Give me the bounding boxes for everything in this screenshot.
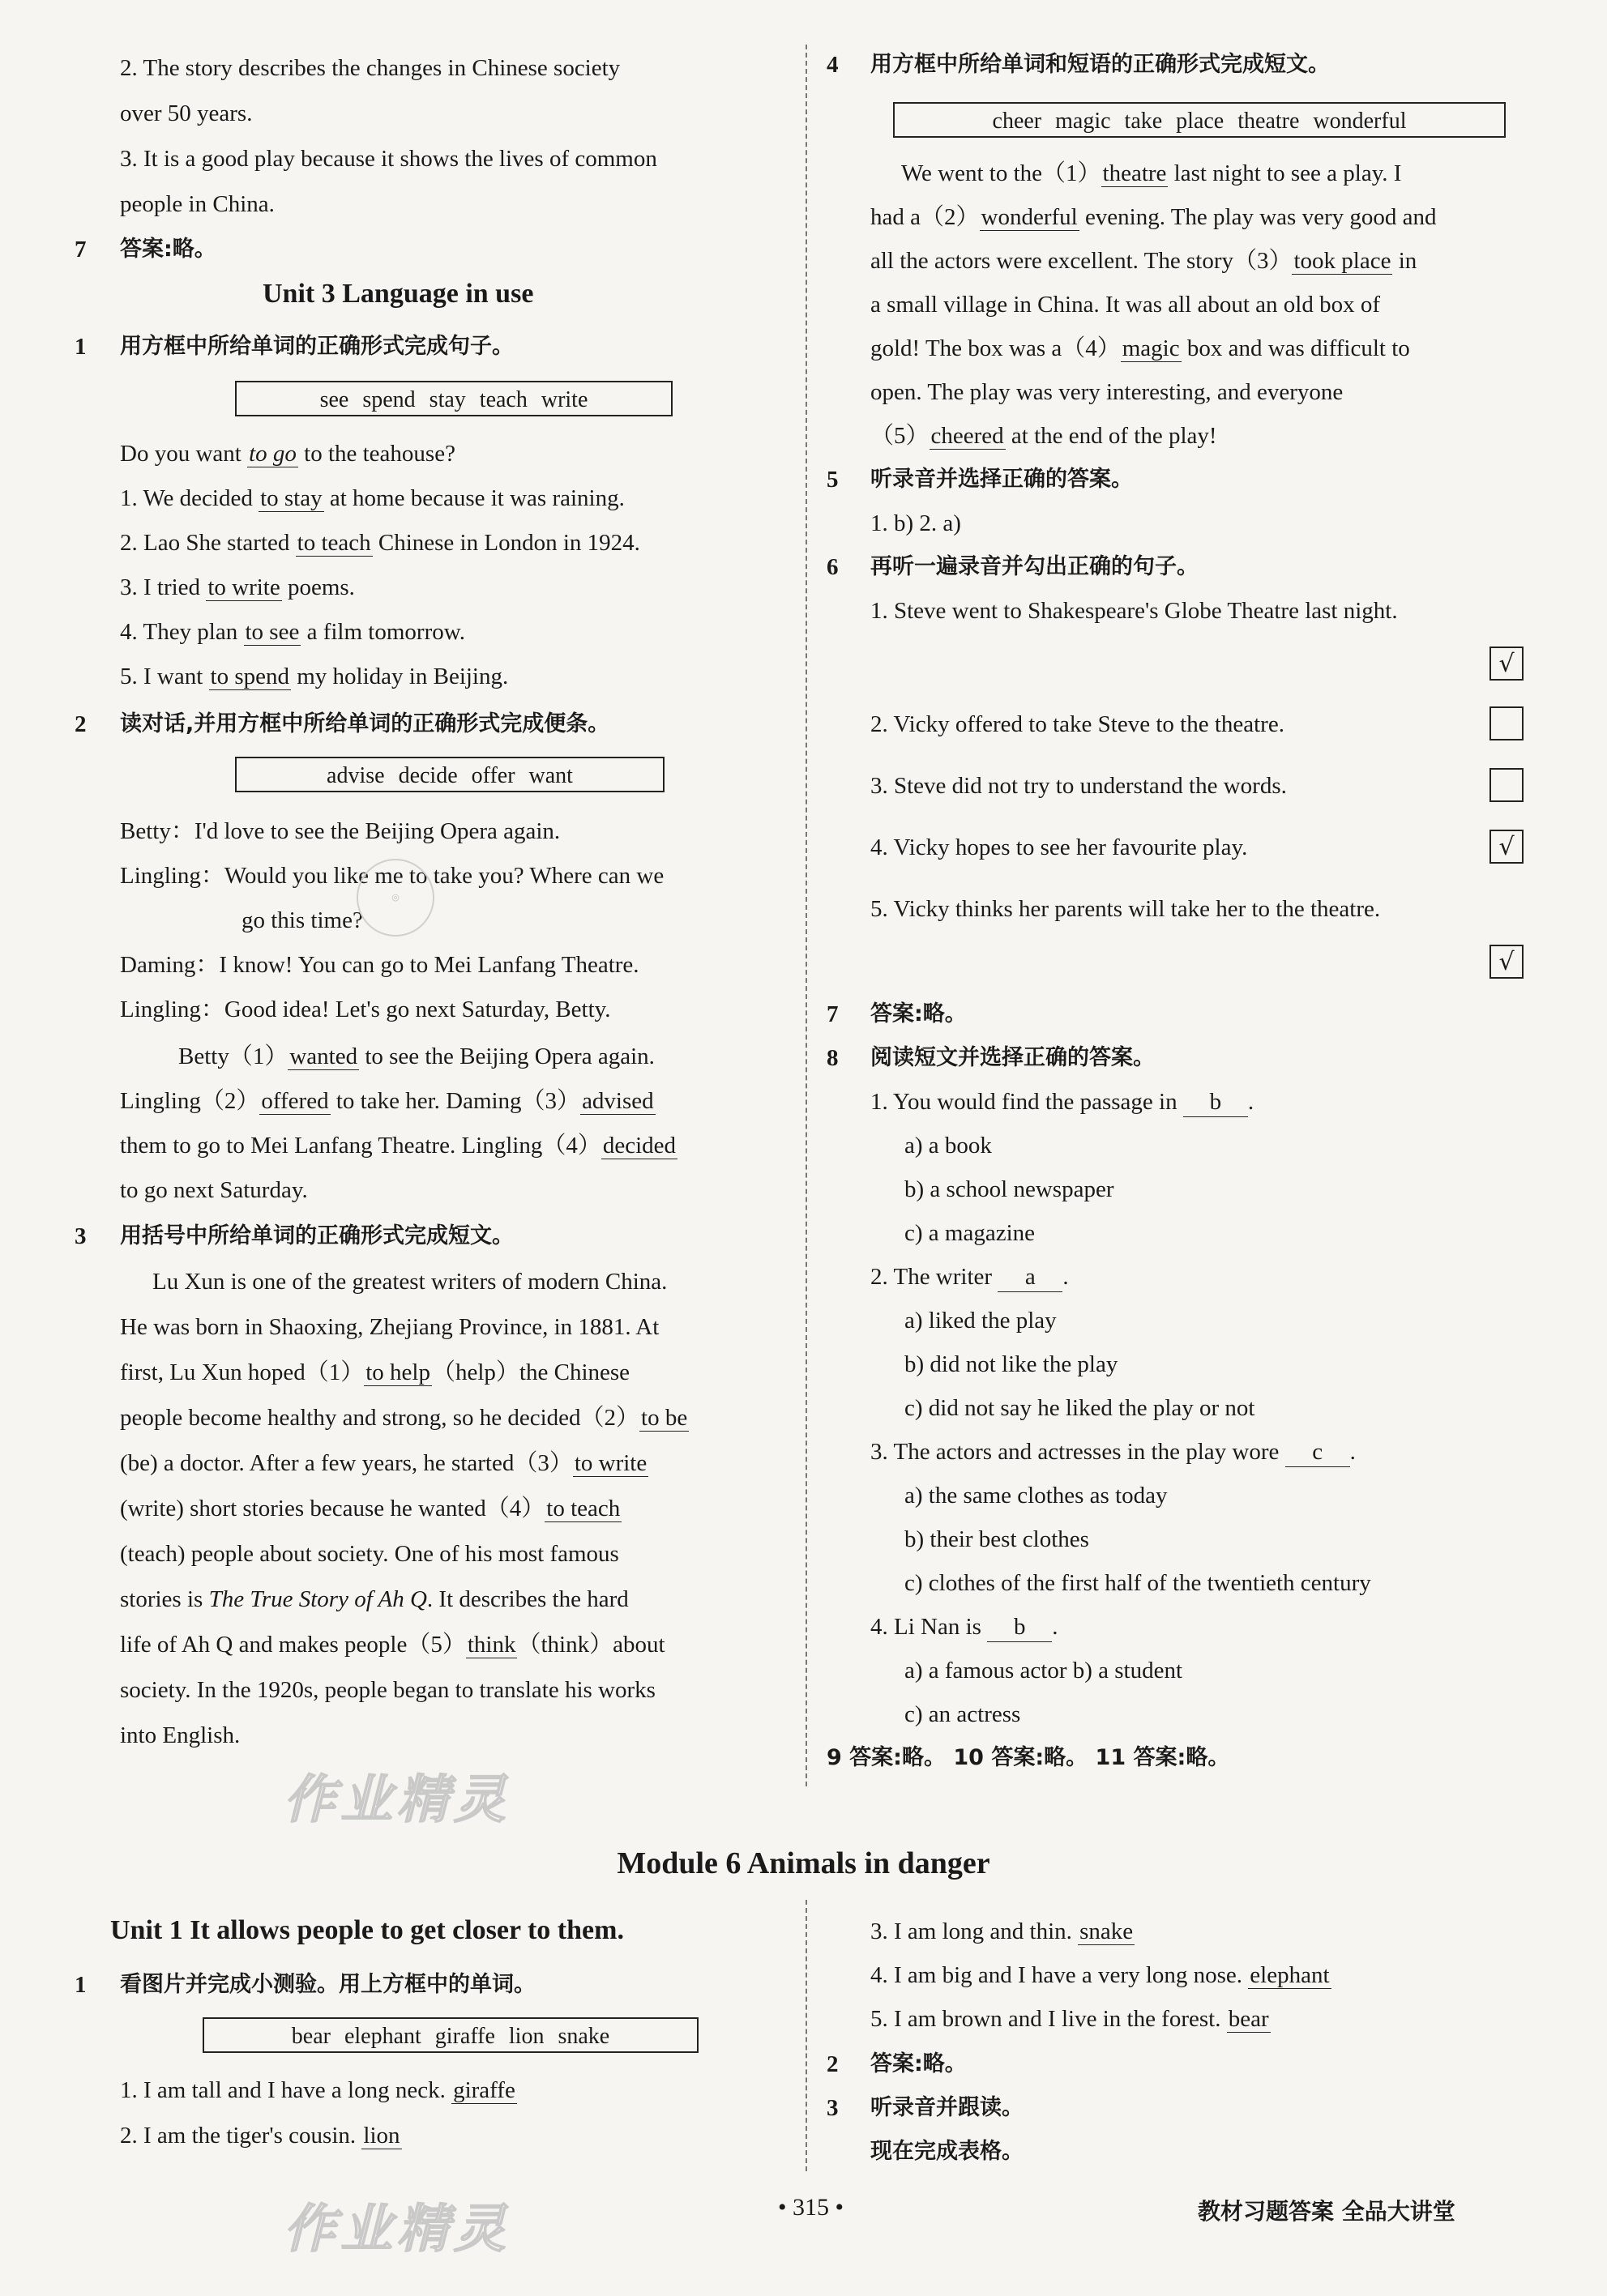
passage-text: （help）the Chinese (432, 1359, 630, 1385)
answer-fill: to be (641, 1405, 688, 1431)
question-number: 1 (75, 334, 87, 360)
sentence-text: 5. I am brown and I live in the forest. (870, 2006, 1227, 2032)
mc-question-2 (870, 1262, 1069, 1292)
answer-fill: wonderful (981, 204, 1078, 230)
column-divider (806, 45, 807, 1786)
question-text: 2. The writer (870, 1264, 998, 1290)
sentence-text: 4. They plan (120, 619, 244, 645)
questions-9-11-answers: 9 答案:略。 10 答案:略。 11 答案:略。 (827, 1745, 1230, 1770)
answer-fill: b (1183, 1087, 1248, 1117)
answer-fill: theatre (1102, 160, 1167, 186)
question-instruction: 再听一遍录音并勾出正确的句子。 (870, 554, 1199, 579)
dialogue-line: Lingling：Good idea! Let's go next Saturday, Betty. (120, 996, 611, 1022)
checkbox-empty[interactable] (1489, 768, 1524, 802)
passage-line: society. In the 1920s, people began to translate his works (120, 1677, 656, 1703)
passage-text: . It describes the hard (426, 1586, 629, 1612)
quiz-sentence-3 (870, 1917, 1135, 1946)
question-number: 3 (827, 2095, 839, 2121)
answer-line: 2. The story describes the changes in Chinese society (120, 55, 621, 81)
passage-text: last night to see a play. I (1168, 160, 1402, 186)
passage-line (870, 203, 1436, 232)
passage-text: first, Lu Xun hoped（1） (120, 1359, 365, 1385)
mc-option: c) did not say he liked the play or not (904, 1395, 1255, 1421)
question-text: . (1247, 1089, 1254, 1115)
mc-option: a) liked the play (904, 1308, 1057, 1334)
note-text: to see the Beijing Opera again. (359, 1043, 655, 1069)
passage-text: at the end of the play! (1005, 423, 1217, 449)
check-sentence-3: 3. Steve did not try to understand the words. (870, 773, 1287, 799)
word-box: see spend stay teach write (235, 381, 673, 416)
question-number: 2 (75, 711, 87, 737)
answer-omitted: 答案:略。 (870, 2051, 967, 2076)
passage-line (870, 246, 1417, 275)
passage-text: life of Ah Q and makes people（5） (120, 1632, 466, 1658)
note-line: to go next Saturday. (120, 1177, 308, 1203)
question-text: . (1062, 1264, 1069, 1290)
mc-option: b) their best clothes (904, 1526, 1089, 1552)
sentence-text: 5. I want (120, 664, 209, 689)
passage-line (120, 1494, 622, 1523)
passage-line: Lu Xun is one of the greatest writers of modern China. (152, 1269, 668, 1295)
check-sentence-2: 2. Vicky offered to take Steve to the theatre. (870, 711, 1284, 737)
check-sentence-5: 5. Vicky thinks her parents will take her to the theatre. (870, 896, 1381, 922)
mc-option: b) did not like the play (904, 1351, 1118, 1377)
passage-text: (be) a doctor. After a few years, he started（3） (120, 1450, 573, 1476)
question-subinstruction: 现在完成表格。 (870, 2139, 1024, 2164)
check-sentence-4: 4. Vicky hopes to see her favourite play. (870, 834, 1248, 860)
question-number: 4 (827, 52, 839, 78)
note-text: Lingling（2） (120, 1088, 260, 1114)
watermark: 作业精灵 (284, 2200, 511, 2260)
answer-line: 3. It is a good play because it shows the lives of common (120, 146, 657, 172)
passage-text: （think）about (517, 1632, 665, 1658)
sentence-4 (120, 617, 465, 647)
answer-fill: lion (363, 2123, 400, 2149)
question-number: 7 (827, 1001, 839, 1027)
mc-option: c) clothes of the first half of the twentieth century (904, 1570, 1371, 1596)
passage-line: (teach) people about society. One of his most famous (120, 1541, 619, 1567)
question-number: 2 (827, 2051, 839, 2077)
answer-fill: cheered (930, 423, 1004, 449)
passage-line: He was born in Shaoxing, Zhejiang Province, in 1881. At (120, 1314, 660, 1340)
answer-omitted: 答案:略。 (120, 237, 216, 262)
mc-question-3 (870, 1437, 1356, 1467)
question-instruction: 用括号中所给单词的正确形式完成短文。 (120, 1223, 514, 1248)
checkbox-checked[interactable]: √ (1489, 830, 1524, 864)
answer-omitted: 答案:略。 (870, 1001, 967, 1026)
question-number: 5 (827, 467, 839, 493)
quiz-sentence-4 (870, 1961, 1331, 1990)
question-number: 1 (75, 1972, 87, 1998)
dialogue-line: go this time? (241, 907, 363, 933)
answer-fill: to write (574, 1450, 648, 1476)
passage-line (901, 159, 1401, 188)
question-text: 1. You would find the passage in (870, 1089, 1183, 1115)
sentence-text: 1. I am tall and I have a long neck. (120, 2077, 452, 2103)
sentence-5 (120, 662, 508, 691)
passage-text: stories is (120, 1586, 209, 1612)
answer-fill: advised (582, 1088, 654, 1114)
mc-option: b) a school newspaper (904, 1176, 1114, 1202)
passage-text: evening. The play was very good and (1079, 204, 1437, 230)
note-text: Betty（1） (178, 1043, 288, 1069)
passage-line (120, 1358, 630, 1387)
mc-option: a) the same clothes as today (904, 1483, 1168, 1509)
answer-line: people in China. (120, 191, 275, 217)
quiz-sentence-2 (120, 2121, 402, 2150)
question-instruction: 阅读短文并选择正确的答案。 (870, 1045, 1155, 1070)
answer-fill: to spend (210, 664, 289, 689)
sentence-text: a film tomorrow. (301, 619, 466, 645)
check-sentence-1: 1. Steve went to Shakespeare's Globe Theatre last night. (870, 598, 1398, 624)
sentence-text: 2. I am the tiger's cousin. (120, 2123, 362, 2149)
note-text: them to go to Mei Lanfang Theatre. Lingling（4） (120, 1133, 601, 1159)
answer-fill: giraffe (453, 2077, 515, 2103)
answer-fill: wanted (289, 1043, 358, 1069)
sentence-text: Do you want (120, 441, 248, 467)
module-title: Module 6 Animals in danger (617, 1846, 990, 1880)
sentence-text: 3. I tried (120, 574, 207, 600)
word-box: advise decide offer want (235, 757, 665, 792)
passage-line (120, 1630, 665, 1659)
mc-option: c) an actress (904, 1701, 1021, 1727)
question-instruction: 听录音并跟读。 (870, 2095, 1024, 2120)
mc-question-1 (870, 1087, 1254, 1117)
answer-line: 1. b) 2. a) (870, 510, 961, 536)
passage-line (120, 1449, 648, 1478)
question-number: 6 (827, 554, 839, 580)
unit-title: Unit 1 It allows people to get closer to them. (110, 1915, 624, 1945)
sentence-1 (120, 484, 625, 513)
passage-text: all the actors were excellent. The story（3） (870, 248, 1293, 274)
checkbox-checked[interactable]: √ (1489, 647, 1524, 681)
mc-question-4 (870, 1612, 1058, 1642)
word-box: bear elephant giraffe lion snake (203, 2017, 699, 2053)
question-text: . (1349, 1439, 1356, 1465)
quiz-sentence-5 (870, 2004, 1271, 2034)
answer-fill: bear (1228, 2006, 1269, 2032)
answer-fill: to teach (297, 530, 371, 556)
answer-fill: snake (1079, 1918, 1134, 1944)
answer-fill: to teach (546, 1496, 621, 1521)
answer-fill: to go (249, 441, 297, 467)
answer-fill: offered (261, 1088, 329, 1114)
passage-line: open. The play was very interesting, and everyone (870, 379, 1344, 405)
sentence-text: poems. (281, 574, 355, 600)
answer-fill: took place (1293, 248, 1391, 274)
answer-line: over 50 years. (120, 100, 253, 126)
answer-fill: to stay (260, 485, 323, 511)
question-instruction: 用方框中所给单词和短语的正确形式完成短文。 (870, 52, 1330, 77)
question-number: 7 (75, 237, 87, 262)
watermark: 作业精灵 (284, 1770, 511, 1830)
passage-text: box and was difficult to (1181, 335, 1410, 361)
passage-text: (write) short stories because he wanted（4） (120, 1496, 545, 1521)
word-box: cheer magic take place theatre wonderful (893, 102, 1506, 138)
publication-name: 教材习题答案 全品大讲堂 (1198, 2198, 1455, 2225)
passage-line (870, 421, 1217, 450)
checkbox-empty[interactable] (1489, 706, 1524, 740)
sentence-2 (120, 528, 640, 557)
dialogue-line: Betty：I'd love to see the Beijing Opera again. (120, 818, 561, 844)
passage-line: into English. (120, 1722, 241, 1748)
answer-fill: decided (602, 1133, 677, 1159)
note-line (120, 1131, 677, 1160)
passage-line (120, 1585, 629, 1614)
passage-line (120, 1403, 689, 1432)
passage-text: We went to the（1） (901, 160, 1101, 186)
mc-option: a) a famous actor b) a student (904, 1658, 1183, 1684)
sentence-text: my holiday in Beijing. (291, 664, 509, 689)
book-title: The True Story of Ah Q (208, 1586, 427, 1612)
sentence-3 (120, 573, 355, 602)
mc-option: c) a magazine (904, 1220, 1036, 1246)
answer-fill: to help (365, 1359, 430, 1385)
answer-fill: think (467, 1632, 516, 1658)
answer-fill: c (1285, 1437, 1350, 1467)
answer-fill: to write (207, 574, 280, 600)
dialogue-line: Daming：I know! You can go to Mei Lanfang Theatre. (120, 952, 639, 978)
dialogue-line: Lingling：Would you like me to take you? Where can we (120, 863, 665, 889)
example-sentence (120, 439, 455, 468)
unit-title: Unit 3 Language in use (263, 279, 534, 309)
passage-text: people become healthy and strong, so he decided（2） (120, 1405, 640, 1431)
question-instruction: 看图片并完成小测验。用上方框中的单词。 (120, 1972, 536, 1997)
question-instruction: 用方框中所给单词的正确形式完成句子。 (120, 334, 514, 359)
page-number: • 315 • (778, 2194, 844, 2221)
note-line (120, 1086, 656, 1116)
question-text: 3. The actors and actresses in the play wore (870, 1439, 1285, 1465)
passage-text: had a（2） (870, 204, 980, 230)
sentence-text: 1. We decided (120, 485, 259, 511)
answer-fill: b (987, 1612, 1052, 1642)
sentence-text: to the teahouse? (297, 441, 455, 467)
sentence-text: 4. I am big and I have a very long nose. (870, 1962, 1249, 1988)
passage-text: in (1392, 248, 1417, 274)
question-instruction: 听录音并选择正确的答案。 (870, 467, 1133, 492)
question-text: 4. Li Nan is (870, 1614, 988, 1640)
sentence-text: at home because it was raining. (323, 485, 625, 511)
quiz-sentence-1 (120, 2076, 517, 2105)
question-text: . (1052, 1614, 1058, 1640)
column-divider (806, 1900, 807, 2171)
sentence-text: 3. I am long and thin. (870, 1918, 1079, 1944)
sentence-text: Chinese in London in 1924. (372, 530, 640, 556)
watermark-stamp-icon: ◎ (357, 859, 434, 937)
answer-fill: magic (1122, 335, 1180, 361)
passage-line: a small village in China. It was all about an old box of (870, 292, 1381, 318)
passage-line (870, 334, 1410, 363)
note-text: to take her. Daming（3） (330, 1088, 581, 1114)
note-line (178, 1042, 655, 1071)
answer-fill: a (998, 1262, 1062, 1292)
checkbox-checked[interactable]: √ (1489, 945, 1524, 979)
question-instruction: 读对话,并用方框中所给单词的正确形式完成便条。 (120, 711, 610, 736)
passage-text: （5） (870, 423, 930, 449)
answer-fill: to see (245, 619, 300, 645)
sentence-text: 2. Lao She started (120, 530, 296, 556)
answer-fill: elephant (1250, 1962, 1330, 1988)
question-number: 3 (75, 1223, 87, 1249)
mc-option: a) a book (904, 1133, 992, 1159)
question-number: 8 (827, 1045, 839, 1071)
passage-text: gold! The box was a（4） (870, 335, 1121, 361)
